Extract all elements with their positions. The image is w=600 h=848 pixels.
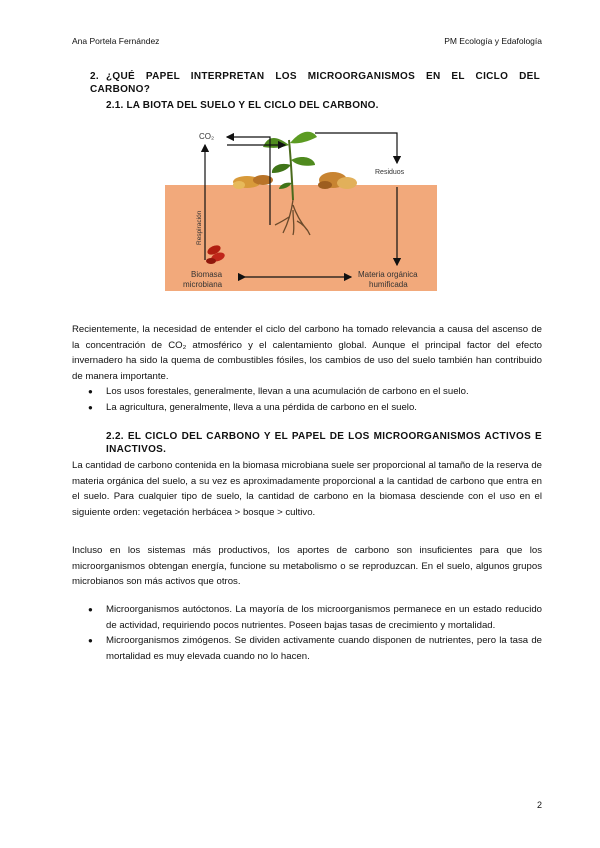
carbon-cycle-diagram — [165, 125, 437, 291]
section-2-heading — [90, 70, 540, 96]
list-item: ● La agricultura, generalmente, lleva a una pérdida de carbono en el suelo. — [88, 400, 542, 416]
section-2-1-title: 2.1. LA BIOTA DEL SUELO Y EL CICLO DEL CARBONO. — [106, 100, 379, 111]
biomasa-label-2: microbiana — [183, 280, 223, 289]
residue-right — [318, 172, 357, 189]
paragraph-2: La cantidad de carbono contenida en la biomasa microbiana suele ser proporcional al tamaño de la reserva de materia orgánica del suelo, a su vez es aproximadamente proporcional a la cantidad de carbono que entra en el suelo. Para cualquier tipo de suelo, la cantidad de carbono en la biomasa desciende con el uso en el siguiente orden: vegetación herbácea > bosque > cultivo. — [72, 460, 542, 518]
list-item: ● Microorganismos zimógenos. Se dividen activamente cuando disponen de nutrientes, pero la tasa de mortalidad es muy elevada cuando no lo hacen. — [88, 633, 542, 664]
plant-to-residue-arrow — [315, 133, 397, 163]
section-2-number: 2. — [90, 71, 99, 82]
co2-label: CO₂ — [199, 132, 215, 141]
materia-label-1: Materia orgánica — [358, 270, 418, 279]
section-2-2-title: 2.2. EL CICLO DEL CARBONO Y EL PAPEL DE LOS MICROORGANISMOS ACTIVOS E INACTIVOS. — [106, 431, 542, 455]
residuos-label: Residuos — [375, 169, 405, 176]
respiracion-label: Respiración — [196, 210, 203, 245]
list-item: ● Microorganismos autóctonos. La mayoría de los microorganismos permanece en un estado reducido de actividad, requiriendo pocos nutrientes. Poseen bajas tasas de crecimiento y mortalidad. — [88, 602, 542, 633]
page-number: 2 — [536, 800, 542, 810]
bullet-list-1 — [88, 384, 542, 415]
list-item: ● Los usos forestales, generalmente, llevan a una acumulación de carbono en el suelo. — [88, 384, 542, 400]
header-course: PM Ecología y Edafología — [444, 36, 542, 46]
paragraph-1: Recientemente, la necesidad de entender el ciclo del carbono ha tomado relevancia a causa del ascenso de la concentración de CO₂ atmosférico y el calentamiento global. Aunque el principal factor del efecto invernadero ha sido la quema de combustibles fósiles, los cambios de uso del suelo también han contribuido de manera importante. — [72, 324, 542, 382]
bullet-list-2 — [88, 602, 542, 664]
header-author: Ana Portela Fernández — [72, 36, 160, 46]
section-2-title: ¿QUÉ PAPEL INTERPRETAN LOS MICROORGANISMOS EN EL CICLO DEL CARBONO? — [90, 71, 540, 95]
biomasa-label-1: Biomasa — [191, 270, 223, 279]
materia-label-2: humificada — [369, 280, 408, 289]
paragraph-3: Incluso en los sistemas más productivos, los aportes de carbono son insuficientes para que los microorganismos obtengan energía, funcione su metabolismo o se reproduzcan. En el suelo, algunos grupos microbianos son más activos que otros. — [72, 545, 542, 587]
